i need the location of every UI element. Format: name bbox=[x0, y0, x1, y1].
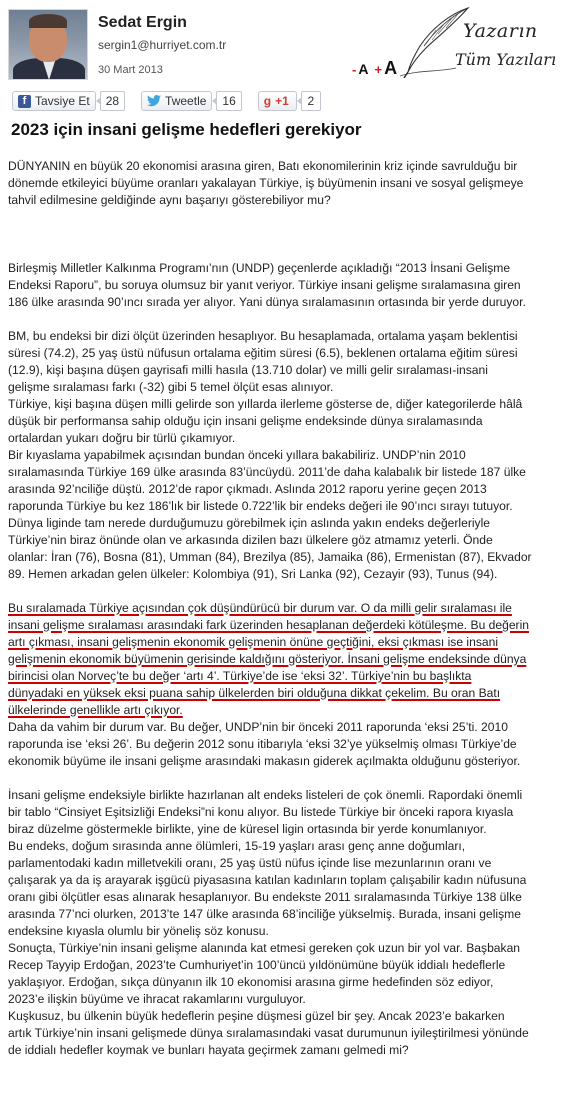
all-writings-line2: Tüm Yazıları bbox=[455, 50, 557, 69]
article-paragraph: Daha da vahim bir durum var. Bu değer, UNDP’nin bir önceki 2011 raporunda ‘eksi 25’ti. 2010 raporunda ise ‘eksi 26’. Bu değerin 2012 sonu itibarıyla ‘eksi 32’ye yükselmiş olması Türkiye’de ekonomik büyüme ile insani gelişme arasındaki makasın giderek açılmakta olduğunu gösteriyor. bbox=[8, 720, 521, 768]
google-plus-icon: g bbox=[263, 94, 272, 108]
gplus-label: +1 bbox=[275, 94, 289, 108]
google-plus-one-button[interactable] bbox=[258, 91, 297, 111]
author-photo bbox=[8, 9, 88, 80]
font-decrease-button[interactable]: A bbox=[358, 61, 369, 77]
highlighted-paragraph: Bu sıralamada Türkiye açısından çok düşündürücü bir durum var. O da milli gelir sıralaması ile insani gelişme sıralaması arasındaki fark üzerinden hesaplanan değerdeki kötüleşme. Bu değerin artı çıkması, insani gelişmenin ekonomik gelişmenin önüne geçtiğini, eksi çıkması ise insani gelişmenin ekonomik büyümenin gerisinde kaldığını gösteriyor. İnsani gelişme endeksinde dünya birincisi olan Norveç’te bu değer ‘artı 4’. Türkiye’de ise ‘eksi 32’. Türkiye’nin bu başlıkta dünyadaki en yüksek eksi puana sahip ülkelerden biri olduğuna dikkat çekelim. Bu oran Batı ülkelerinde genellikle artı çıkıyor. bbox=[8, 601, 529, 717]
font-increase-button[interactable]: A bbox=[384, 58, 398, 78]
article-paragraph: Birleşmiş Milletler Kalkınma Programı’nın (UNDP) geçenlerde açıkladığı “2013 İnsani Gelişme Endeksi Raporu”, bu soruya olumsuz bir yanıt veriyor. Türkiye insani gelişme sıralamasına giren 186 ülke arasında 90’ıncı sırada yer alıyor. Yani dünya sıralamasının ortasında bir yerde duruyor. bbox=[8, 261, 526, 309]
article-paragraph: BM, bu endeksi bir dizi ölçüt üzerinden hesaplıyor. Bu hesaplamada, ortalama yaşam beklentisi süresi (74.2), 25 yaş üstü nüfusun ortalama eğitim süresi (6.5), beklenen ortalama eğitim süresi (12.9), kişi başına düşen gayrisafi milli hasıla (13.710 dolar) ve milli gelir sıralaması-insani gelişme sıralaması farkı (-32) gibi 5 temel ölçüt esas alınıyor. Türkiye, kişi başına düşen milli gelirde son yıllarda ilerleme gösterse de, diğer kategorilerde hâlâ düşük bir performansa sahip olduğu için insani gelişme endeksinde dünya sıralamasında ortalardan yukarı doğru bir türlü çıkamıyor. Bir kıyaslama yapabilmek açısından bundan önceki yıllara bakabiliriz. UNDP’nin 2010 sıralamasında Türkiye 169 ülke arasında 83’üncüydü. 2011’de daha kalabalık bir listede 187 ülke arasında 92’nciliğe düştü. 2012’de rapor çıkmadı. Aslında 2012 raporu yerine geçen 2013 raporunda Türkiye bu kez 186’lık bir listede 0.722’lik bir endeks değeri ile 90’ıncı sırayı tutuyor. Dünya liginde tam nerede durduğumuzu görebilmek için aslında yakın endeks değerleriyle Türkiye’nin biraz önünde olan ve arkasında dizilen bazı ülkelere göz atmamız yeterli. Önde olanlar: İran (76), Bosna (81), Umman (84), Brezilya (85), Jamaika (86), Ermenistan (87), Ekvador 89. Hemen arkadan gelen ülkeler: Kolombiya (91), Sri Lanka (92), Cezayir (93), Tunus (94). bbox=[8, 329, 532, 581]
tweet-button[interactable] bbox=[141, 91, 212, 111]
facebook-recommend-button[interactable] bbox=[12, 91, 96, 111]
author-email[interactable]: sergin1@hurriyet.com.tr bbox=[98, 38, 227, 52]
gplus-count: 2 bbox=[301, 91, 321, 111]
author-name[interactable]: Sedat Ergin bbox=[98, 14, 187, 31]
tweet-label: Tweetle bbox=[165, 94, 207, 108]
font-decrease-minus[interactable]: - bbox=[352, 62, 357, 77]
font-increase-plus[interactable]: + bbox=[374, 62, 383, 77]
facebook-count: 28 bbox=[100, 91, 125, 111]
author-all-writings-link[interactable] bbox=[455, 18, 573, 78]
twitter-share-group bbox=[141, 91, 242, 111]
facebook-share-group bbox=[12, 91, 125, 111]
article-title: 2023 için insani gelişme hedefleri gerekiyor bbox=[11, 120, 362, 139]
twitter-icon bbox=[147, 95, 161, 107]
article-intro: DÜNYANIN en büyük 20 ekonomisi arasına giren, Batı ekonomilerinin kriz içinde savrulduğu bir dönemde etkileyici büyüme oranları yakalayan Türkiye, iş büyümenin insani ve sosyal gelişmeye tahvil edilmesine geldiğinde aynı başarıyı gösterebiliyor mu? bbox=[8, 159, 524, 207]
all-writings-line1: Yazarın bbox=[463, 20, 538, 42]
facebook-label: Tavsiye Et bbox=[35, 94, 90, 108]
facebook-icon: f bbox=[18, 95, 31, 108]
article-paragraph: İnsani gelişme endeksiyle birlikte hazırlanan alt endeks listeleri de çok önemli. Rapordaki önemli bir tablo “Cinsiyet Eşitsizliği Endeksi”ni konu alıyor. Bu listede Türkiye bir önceki rapora kıyasla biraz düzelme göstermekle birlikte, yine de küresel ligin ortasında bir yerde konumlanıyor. Bu endeks, doğum sırasında anne ölümleri, 15-19 yaşları arası genç anne doğumları, parlamentodaki kadın milletvekili oranı, 25 yaş üstü nüfus içinde lise mezunlarının oranı ve çalışarak ya da iş arayarak işgücü piyasasına katılan kadınların toplam çalışabilir kadın nüfusuna oranı gibi ölçütler esas alınarak hesaplanıyor. Bu endekste 2011 sıralamasında Türkiye 138 ülke arasında 77’nci olurken, 2013’te 147 ülke arasında 68’inciliğe yükselmiş. Burada, insani gelişme endeksine kıyasla olumlu bir yöneliş söz konusu. Sonuçta, Türkiye’nin insani gelişme alanında kat etmesi gereken çok uzun bir yol var. Başbakan Recep Tayyip Erdoğan, 2023’te Cumhuriyet’in 100’üncü yıldönümüne büyük iddialı hedeflerle yaklaşıyor. Erdoğan, sıkça dünyanın ilk 10 ekonomisi arasına girme hedefinden söz ediyor, 2023’e ilişkin büyüme ve ihracat rakamlarını vurguluyor. Kuşkusuz, bu ülkenin büyük hedeflerin peşine düşmesi güzel bir şey. Ancak 2023’e bakarken artık Türkiye’nin insani gelişmede dünya sıralamasındaki vasat durumunun iyileştirilmesi yönünde de iddialı hedefler koymak ve bunları hayata geçirmek zamanı gelmedi mi? bbox=[8, 788, 529, 1057]
gplus-share-group bbox=[258, 91, 321, 111]
article-body bbox=[8, 158, 570, 1059]
twitter-count: 16 bbox=[216, 91, 241, 111]
font-size-controls bbox=[352, 58, 397, 79]
publish-date: 30 Mart 2013 bbox=[98, 64, 163, 76]
social-share-bar bbox=[12, 91, 329, 111]
